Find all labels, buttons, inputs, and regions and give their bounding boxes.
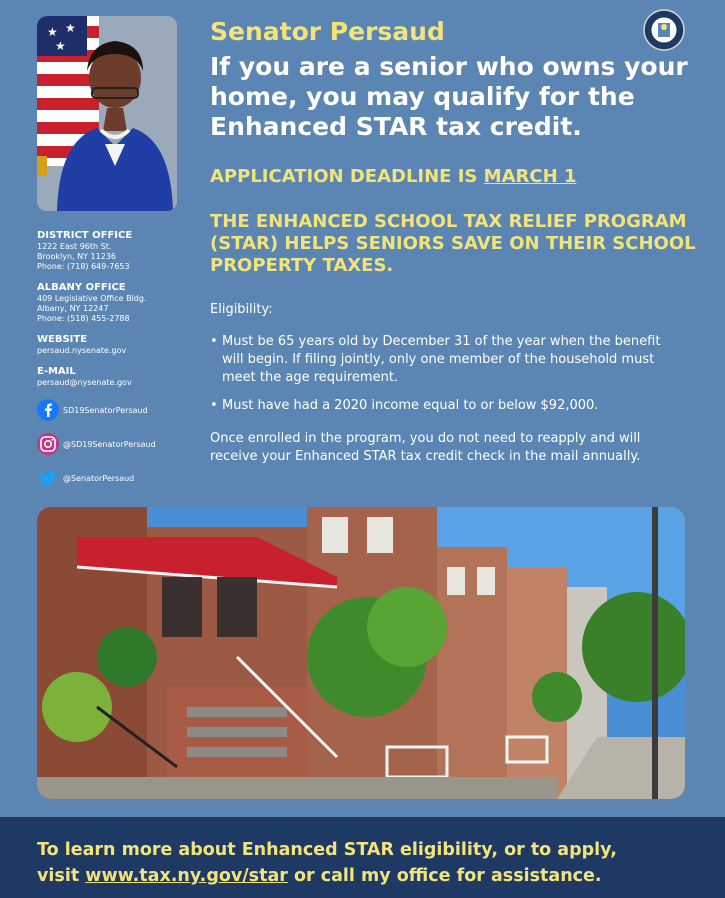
website-link[interactable]: persaud.nysenate.gov bbox=[37, 346, 127, 355]
website-block bbox=[37, 334, 202, 356]
program-description: THE ENHANCED SCHOOL TAX RELIEF PROGRAM (STAR) HELPS SENIORS SAVE ON THEIR SCHOOL PROPERTY TAXES. bbox=[210, 211, 696, 276]
application-deadline bbox=[210, 166, 576, 188]
portrait-image bbox=[37, 16, 177, 211]
facebook-icon bbox=[37, 399, 59, 421]
footer-prefix: visit bbox=[37, 866, 86, 886]
district-office bbox=[37, 230, 202, 272]
district-office-title: DISTRICT OFFICE bbox=[37, 230, 133, 241]
instagram-link[interactable] bbox=[37, 432, 202, 456]
instagram-handle: @SD19SenatorPersaud bbox=[63, 439, 156, 449]
senator-portrait bbox=[37, 16, 177, 211]
svg-text:★: ★ bbox=[55, 39, 66, 53]
albany-address-line: 409 Legislative Office Bldg. bbox=[37, 294, 147, 303]
district-address-line: 1222 East 96th St. bbox=[37, 242, 112, 251]
district-city-line: Brooklyn, NY 11236 bbox=[37, 252, 116, 261]
rowhouses-image bbox=[37, 507, 685, 799]
svg-text:★: ★ bbox=[65, 21, 76, 35]
eligibility-heading: Eligibility: bbox=[210, 302, 273, 317]
deadline-prefix: APPLICATION DEADLINE IS bbox=[210, 166, 484, 187]
district-phone: Phone: (718) 649-7653 bbox=[37, 262, 130, 271]
facebook-handle: SD19SenatorPersaud bbox=[63, 405, 148, 415]
twitter-link[interactable] bbox=[37, 466, 202, 490]
senator-name: Senator Persaud bbox=[210, 17, 445, 46]
albany-office-title: ALBANY OFFICE bbox=[37, 282, 126, 293]
footer-banner bbox=[0, 817, 725, 898]
twitter-handle: @SenatorPersaud bbox=[63, 473, 135, 483]
albany-office bbox=[37, 282, 202, 324]
twitter-icon bbox=[37, 467, 59, 489]
eligibility-item-income: • Must have had a 2020 income equal to or below $92,000. bbox=[210, 397, 670, 415]
email-block bbox=[37, 366, 202, 388]
footer-suffix: or call my office for assistance. bbox=[287, 866, 602, 886]
footer-text bbox=[0, 817, 725, 889]
email-link[interactable]: persaud@nysenate.gov bbox=[37, 378, 132, 387]
svg-text:★: ★ bbox=[47, 25, 58, 39]
eligibility-item-age: • Must be 65 years old by December 31 of the year when the benefit will begin. If filing jointly, only one member of the household must meet the age requirement. bbox=[210, 333, 670, 387]
enrollment-note: Once enrolled in the program, you do not need to reapply and will receive your Enhanced STAR tax credit check in the mail annually. bbox=[210, 431, 641, 464]
facebook-link[interactable] bbox=[37, 398, 202, 422]
website-title: WEBSITE bbox=[37, 334, 88, 345]
footer-link[interactable]: www.tax.ny.gov/star bbox=[85, 866, 288, 886]
deadline-date: MARCH 1 bbox=[483, 166, 577, 187]
albany-city-line: Albany, NY 12247 bbox=[37, 304, 109, 313]
street-photo bbox=[37, 507, 685, 799]
footer-line1: To learn more about Enhanced STAR eligibility, or to apply, bbox=[37, 840, 617, 860]
eligibility-list bbox=[210, 333, 670, 425]
email-title: E-MAIL bbox=[37, 366, 76, 377]
instagram-icon bbox=[37, 433, 59, 455]
contact-sidebar bbox=[37, 230, 202, 490]
albany-phone: Phone: (518) 455-2788 bbox=[37, 314, 130, 323]
senate-seal-icon bbox=[643, 9, 685, 51]
headline: If you are a senior who owns your home, you may qualify for the Enhanced STAR tax credit. bbox=[210, 52, 688, 141]
